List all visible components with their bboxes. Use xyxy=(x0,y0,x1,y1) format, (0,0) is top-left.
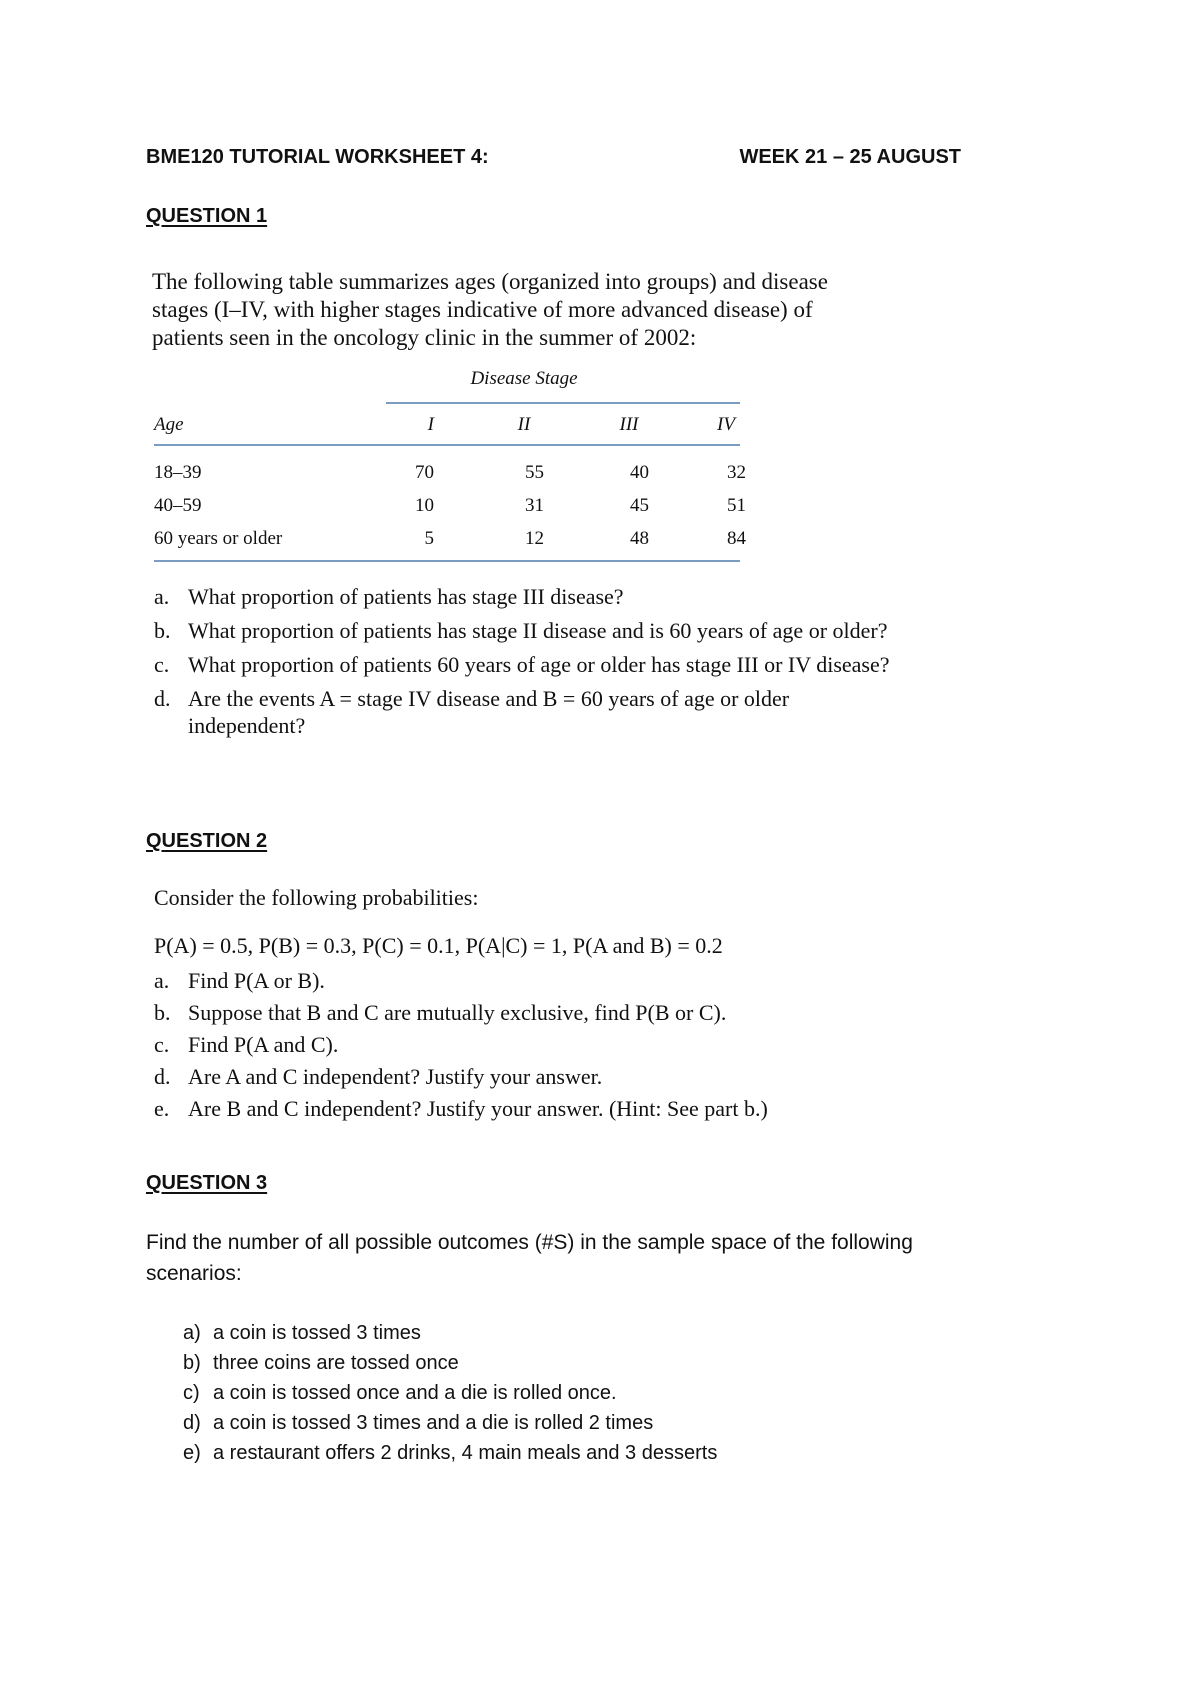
list-item xyxy=(154,1032,908,1058)
table-cell: 40 xyxy=(630,462,649,483)
item-text: a coin is tossed 3 times xyxy=(213,1322,421,1344)
question-2-parts xyxy=(154,968,908,1128)
item-text: Suppose that B and C are mutually exclusive, find P(B or C). xyxy=(188,1000,727,1025)
item-label: b) xyxy=(183,1352,201,1374)
item-text: a coin is tossed 3 times and a die is rolled 2 times xyxy=(213,1412,654,1434)
col-header: II xyxy=(517,414,531,435)
list-item xyxy=(154,968,908,994)
worksheet-title: BME120 TUTORIAL WORKSHEET 4: xyxy=(146,146,489,168)
list-item xyxy=(183,1378,717,1408)
table-cell: 45 xyxy=(630,495,649,516)
item-text: three coins are tossed once xyxy=(213,1352,459,1374)
table-cell: 12 xyxy=(525,528,544,549)
question-1-parts xyxy=(154,583,908,746)
question-2-given: P(A) = 0.5, P(B) = 0.3, P(C) = 0.1, P(A|C) = 1, P(A and B) = 0.2 xyxy=(154,933,723,958)
list-item xyxy=(154,1096,908,1122)
row-label: 40–59 xyxy=(154,495,202,516)
list-item xyxy=(154,685,908,739)
table-cell: 32 xyxy=(727,462,746,483)
item-label: d. xyxy=(154,686,171,711)
question-3-heading: QUESTION 3 xyxy=(146,1172,268,1194)
table-cell: 10 xyxy=(415,495,434,516)
table-cell: 51 xyxy=(727,495,746,516)
item-text: What proportion of patients has stage II disease and is 60 years of age or older? xyxy=(188,618,888,643)
question-1-heading: QUESTION 1 xyxy=(146,205,268,227)
row-header-age: Age xyxy=(154,414,184,435)
item-label: d. xyxy=(154,1064,171,1089)
item-text: a restaurant offers 2 drinks, 4 main meals and 3 desserts xyxy=(213,1442,718,1464)
item-text: What proportion of patients 60 years of age or older has stage III or IV disease? xyxy=(188,652,890,677)
col-header: III xyxy=(619,414,639,435)
item-text: Are A and C independent? Justify your answer. xyxy=(188,1064,603,1089)
list-item xyxy=(183,1318,717,1348)
item-text: Are the events A = stage IV disease and B = 60 years of age or older independent? xyxy=(188,686,790,738)
table-cell: 31 xyxy=(525,495,544,516)
item-label: c. xyxy=(154,652,170,677)
question-3-intro: Find the number of all possible outcomes (#S) in the sample space of the following scenarios: xyxy=(146,1231,913,1285)
list-item xyxy=(154,617,908,644)
item-label: a. xyxy=(154,584,170,609)
table-caption: Disease Stage xyxy=(470,368,578,389)
item-label: b. xyxy=(154,618,171,643)
table-cell: 84 xyxy=(727,528,746,549)
item-label: a. xyxy=(154,968,170,993)
list-item xyxy=(183,1348,717,1378)
item-label: e) xyxy=(183,1442,201,1464)
list-item xyxy=(183,1408,717,1438)
item-label: e. xyxy=(154,1096,170,1121)
bottom-rule xyxy=(154,560,740,562)
item-label: a) xyxy=(183,1322,201,1344)
item-label: c. xyxy=(154,1032,170,1057)
list-item xyxy=(183,1438,717,1468)
question-2-intro: Consider the following probabilities: xyxy=(154,885,479,910)
item-text: Find P(A and C). xyxy=(188,1032,339,1057)
caption-rule xyxy=(386,402,740,404)
col-header: IV xyxy=(717,414,735,435)
item-label: b. xyxy=(154,1000,171,1025)
item-label: d) xyxy=(183,1412,201,1434)
list-item xyxy=(154,583,908,610)
item-text: What proportion of patients has stage III disease? xyxy=(188,584,624,609)
row-label: 18–39 xyxy=(154,462,202,483)
table-cell: 48 xyxy=(630,528,649,549)
col-header: I xyxy=(427,414,434,435)
item-text: a coin is tossed once and a die is rolled once. xyxy=(213,1382,617,1404)
list-item xyxy=(154,1000,908,1026)
disease-stage-table xyxy=(154,362,746,562)
item-text: Are B and C independent? Justify your answer. (Hint: See part b.) xyxy=(188,1096,768,1121)
table-cell: 70 xyxy=(415,462,434,483)
list-item xyxy=(154,651,908,678)
item-label: c) xyxy=(183,1382,200,1404)
table-cell: 5 xyxy=(424,528,434,549)
header-rule xyxy=(154,444,740,446)
question-1-intro: The following table summarizes ages (organized into groups) and disease stages (I–IV, with higher stages indicative of more advanced disease) of patients seen in the oncology clinic in the summer of 2002: xyxy=(152,269,828,350)
table-cell: 55 xyxy=(525,462,544,483)
item-text: Find P(A or B). xyxy=(188,968,325,993)
worksheet-header xyxy=(146,146,961,176)
question-2-heading: QUESTION 2 xyxy=(146,830,268,852)
question-3-parts xyxy=(183,1318,717,1468)
row-label: 60 years or older xyxy=(154,528,283,549)
worksheet-week: WEEK 21 – 25 AUGUST xyxy=(739,146,961,168)
list-item xyxy=(154,1064,908,1090)
